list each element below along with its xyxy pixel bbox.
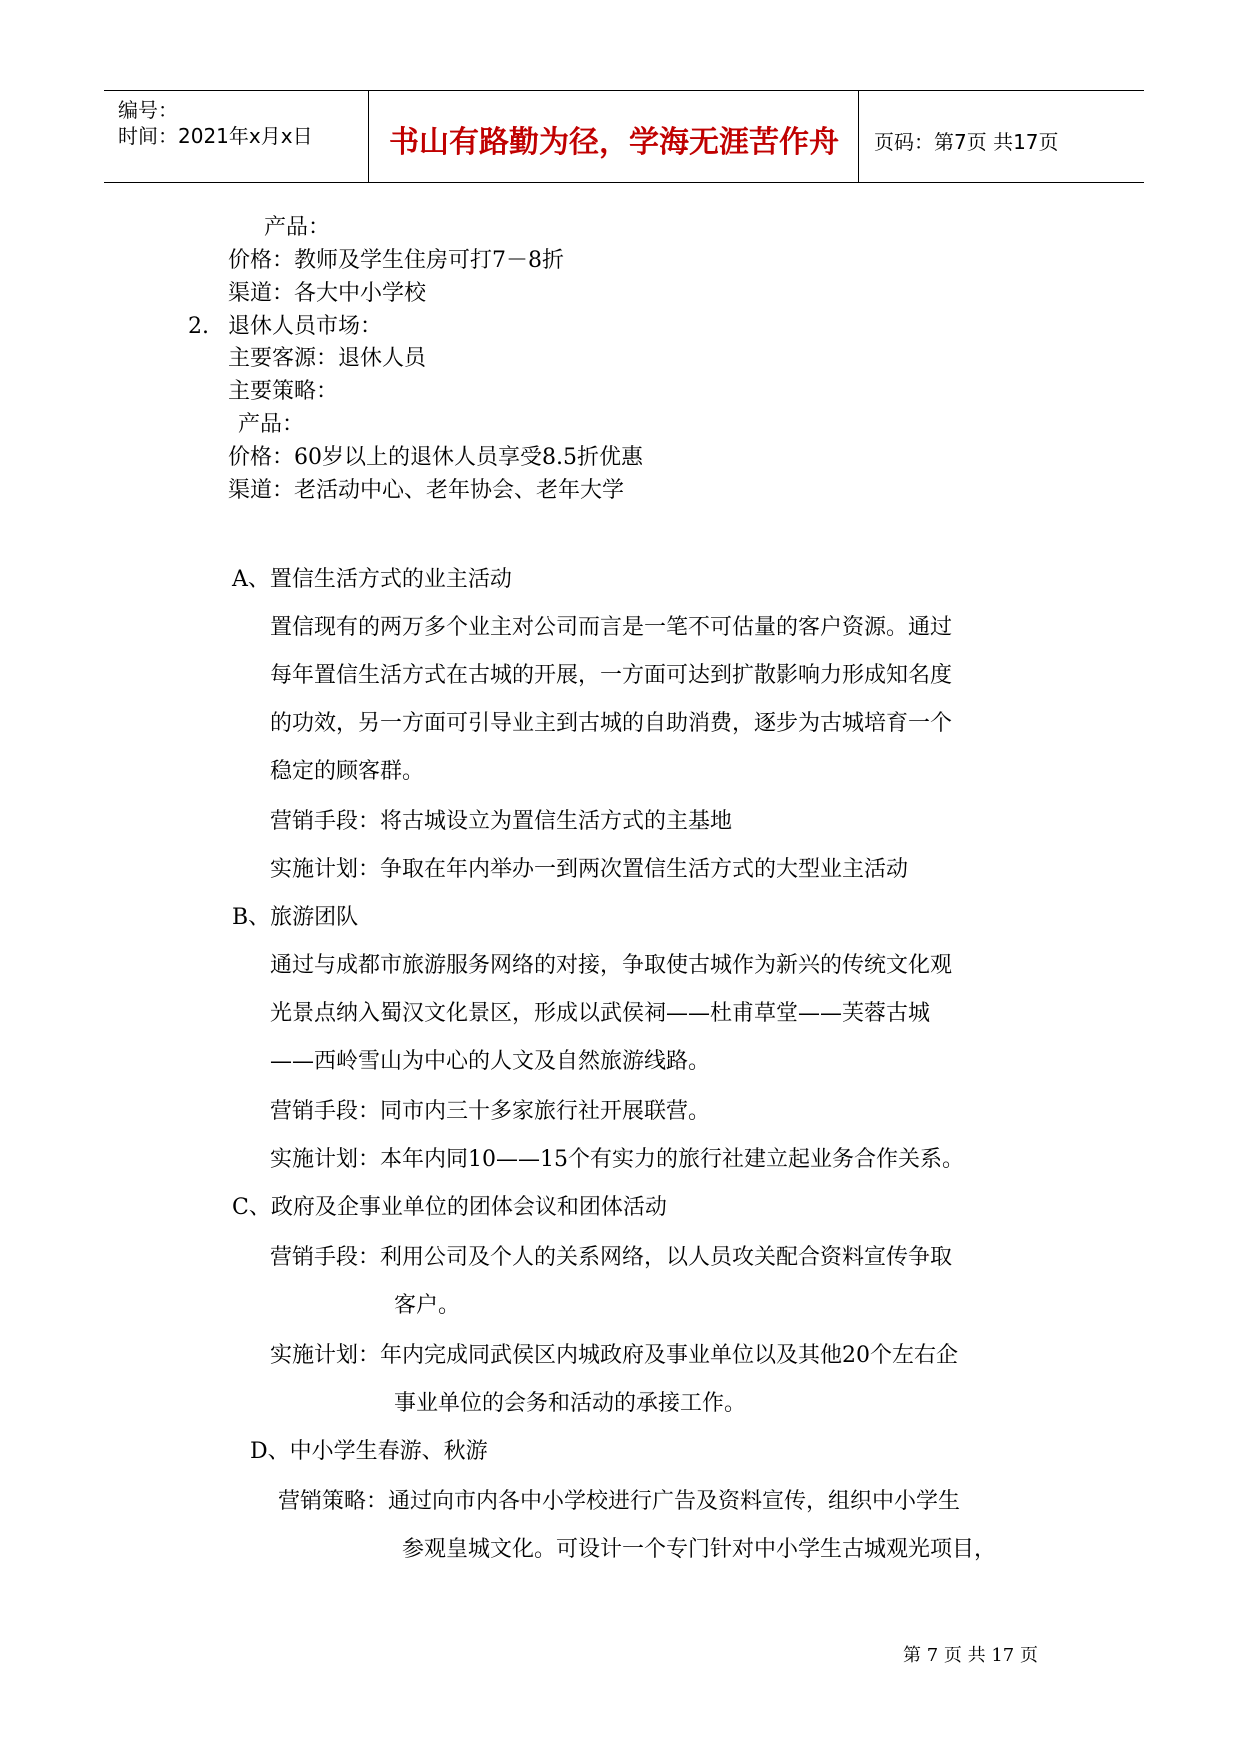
body-line: 产品： (264, 215, 331, 240)
header-divider-left (368, 90, 369, 182)
footer-page-number: 第 7 页 共 17 页 (903, 1645, 1038, 1666)
body-line: 营销策略：通过向市内各中小学校进行广告及资料宣传，组织中小学生 (278, 1489, 961, 1514)
section-heading-a: A、置信生活方式的业主活动 (232, 567, 512, 592)
body-line: 渠道：各大中小学校 (228, 281, 427, 306)
header-top-rule (104, 90, 1144, 91)
body-line: 稳定的顾客群。 (270, 759, 425, 784)
body-line: 退休人员市场： (228, 314, 383, 339)
header-serial: 编号： (118, 98, 178, 122)
body-line: 产品： (238, 412, 305, 437)
section-heading-b: B、旅游团队 (232, 905, 359, 930)
header-time: 时间：2021年x月x日 (118, 124, 313, 148)
body-line: 的功效，另一方面可引导业主到古城的自助消费，逐步为古城培育一个 (270, 711, 953, 736)
body-line: 营销手段：将古城设立为置信生活方式的主基地 (270, 809, 733, 834)
body-line: 光景点纳入蜀汉文化景区，形成以武侯祠——杜甫草堂——芙蓉古城 (270, 1001, 931, 1026)
body-line: 价格：教师及学生住房可打7－8折 (228, 248, 564, 273)
body-line: 渠道：老活动中心、老年协会、老年大学 (228, 478, 625, 503)
body-line: 营销手段：利用公司及个人的关系网络，以人员攻关配合资料宣传争取 (270, 1245, 953, 1270)
body-line: 事业单位的会务和活动的承接工作。 (394, 1391, 747, 1416)
body-line: 主要客源：退休人员 (228, 346, 427, 371)
body-line: 客户。 (394, 1293, 461, 1318)
body-line: 实施计划：本年内同10——15个有实力的旅行社建立起业务合作关系。 (270, 1147, 964, 1172)
section-heading-c: C、政府及企事业单位的团体会议和团体活动 (232, 1195, 667, 1220)
body-line: 置信现有的两万多个业主对公司而言是一笔不可估量的客户资源。通过 (270, 615, 953, 640)
body-line: 每年置信生活方式在古城的开展，一方面可达到扩散影响力形成知名度 (270, 663, 953, 688)
body-line: 营销手段：同市内三十多家旅行社开展联营。 (270, 1099, 711, 1124)
body-line: 通过与成都市旅游服务网络的对接，争取使古城作为新兴的传统文化观 (270, 953, 953, 978)
body-line: 主要策略： (228, 379, 339, 404)
body-line: ——西岭雪山为中心的人文及自然旅游线路。 (270, 1049, 711, 1074)
body-line: 实施计划：争取在年内举办一到两次置信生活方式的大型业主活动 (270, 857, 909, 882)
header-motto: 书山有路勤为径，学海无涯苦作舟 (389, 125, 839, 160)
body-line: 价格：60岁以上的退休人员享受8.5折优惠 (228, 445, 643, 470)
list-number: 2. (188, 314, 209, 339)
header-divider-right (858, 90, 859, 182)
body-line: 参观皇城文化。可设计一个专门针对中小学生古城观光项目， (402, 1537, 997, 1562)
header-bottom-rule (104, 182, 1144, 183)
header-page-number: 页码：第7页 共17页 (874, 130, 1059, 154)
body-line: 实施计划：年内完成同武侯区内城政府及事业单位以及其他20个左右企 (270, 1343, 958, 1368)
section-heading-d: D、中小学生春游、秋游 (250, 1439, 488, 1464)
